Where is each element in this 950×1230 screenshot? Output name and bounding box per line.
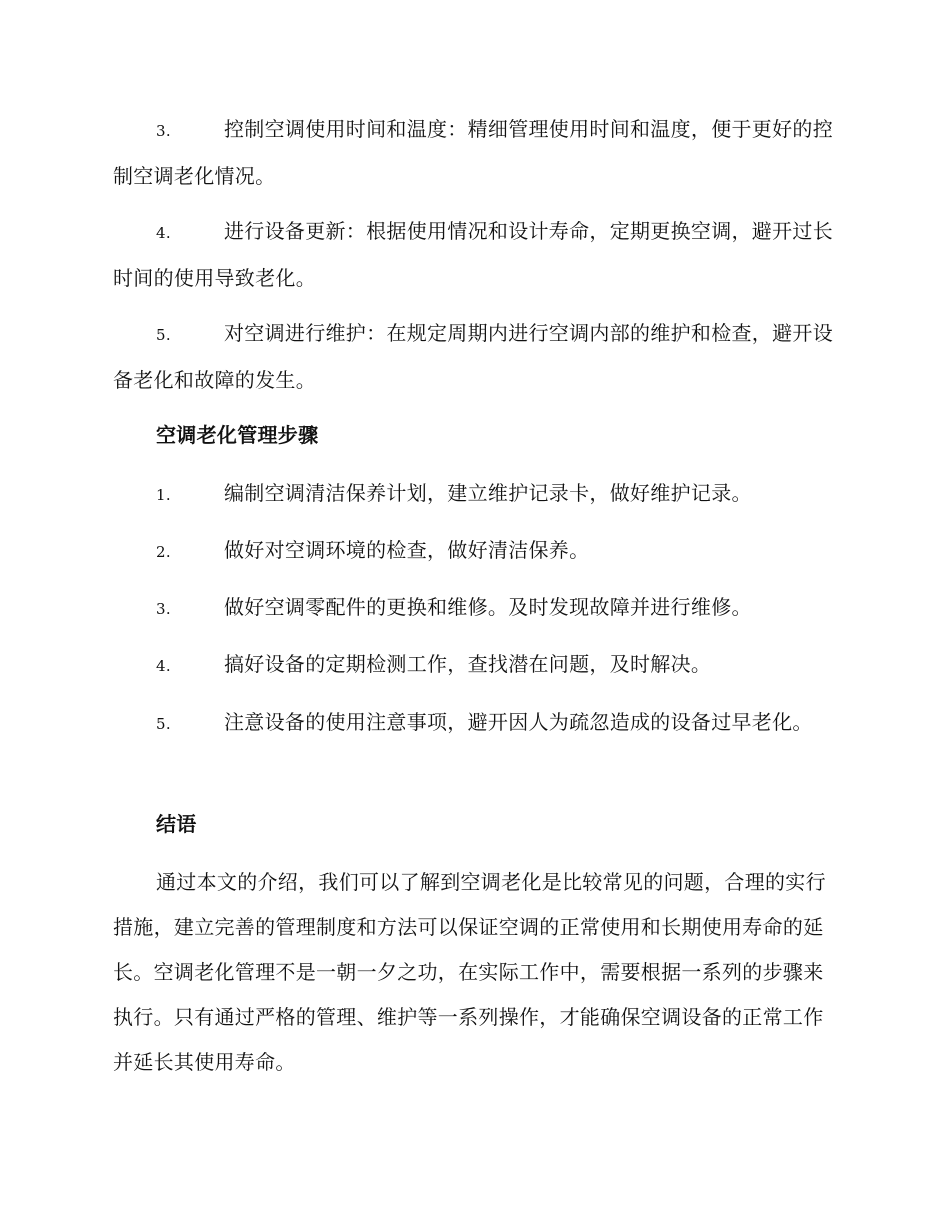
list-item [113, 107, 833, 199]
list-text: 进行设备更新：根据使用情况和设计寿命，定期更换空调，避开过长时间的使用导致老化。 [113, 219, 833, 290]
conclusion-heading: 结语 [156, 812, 197, 836]
section-heading: 空调老化管理步骤 [156, 423, 319, 447]
list-item [113, 311, 833, 403]
list-number: 2. [156, 543, 171, 561]
list-item [113, 528, 833, 575]
list-text: 做好对空调环境的检查，做好清洁保养。 [224, 538, 590, 562]
conclusion-paragraph: 通过本文的介绍，我们可以了解到空调老化是比较常见的问题，合理的实行措施，建立完善的管理制度和方法可以保证空调的正常使用和长期使用寿命的延长。空调老化管理不是一朝一夕之功，在实际工作中，需要根据一系列的步骤来执行。只有通过严格的管理、维护等一系列操作，才能确保空调设备的正常工作并延长其使用寿命。 [113, 870, 826, 1074]
list-number: 1. [156, 486, 171, 504]
list-text: 编制空调清洁保养计划，建立维护记录卡，做好维护记录。 [224, 481, 752, 505]
list-number: 4. [156, 224, 171, 242]
list-item [113, 585, 833, 632]
list-number: 4. [156, 657, 171, 675]
list-item [113, 642, 833, 689]
list-text: 注意设备的使用注意事项，避开因人为疏忽造成的设备过早老化。 [224, 710, 813, 734]
list-item [113, 700, 833, 747]
list-number: 5. [156, 715, 171, 733]
list-number: 3. [156, 600, 171, 618]
list-text: 控制空调使用时间和温度：精细管理使用时间和温度，便于更好的控制空调老化情况。 [113, 117, 833, 188]
list-text: 做好空调零配件的更换和维修。及时发现故障并进行维修。 [224, 595, 752, 619]
list-number: 3. [156, 122, 171, 140]
list-text: 对空调进行维护：在规定周期内进行空调内部的维护和检查，避开设备老化和故障的发生。 [113, 321, 833, 392]
list-item [113, 471, 833, 518]
list-item [113, 209, 833, 301]
list-number: 5. [156, 326, 171, 344]
list-text: 搞好设备的定期检测工作，查找潜在问题，及时解决。 [224, 652, 712, 676]
